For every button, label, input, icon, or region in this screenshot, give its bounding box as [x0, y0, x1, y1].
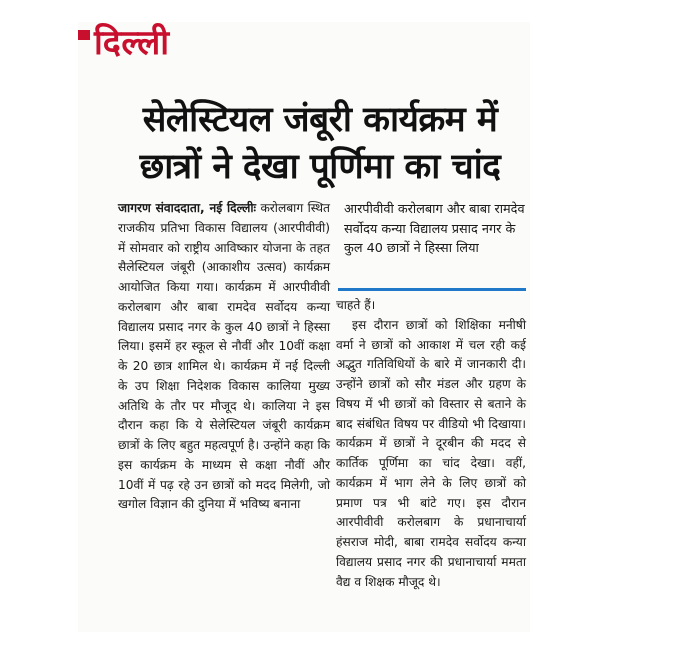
right-paragraph: इस दौरान छात्रों को शिक्षिका मनीषी वर्मा ने छात्रों को आकाश में चल रही कई अद्भुत गतिविधियों के बारे में जानकारी दी। उन्होंने छात्रों को सौर मंडल और ग्रहण के विषय में भी छात्रों को विस्तार से बताने के बाद संबंधित विषय पर वीडियो भी दिखाया। कार्यक्रम में छात्रों ने दूरबीन की मदद से कार्तिक पूर्णिमा का चांद देखा। वहीं, कार्यक्रम में भाग लेने के लिए छात्रों को प्रमाण पत्र भी बांटे गए। इस दौरान आरपीवीवी करोलबाग के प्रधानाचार्या हंसराज मोदी, बाबा रामदेव सर्वोदय कन्या विद्यालय प्रसाद नगर की प्रधानाचार्या ममता वैद्य व शिक्षक मौजूद थे। [336, 317, 526, 589]
article-left-column [118, 199, 330, 515]
pullquote: आरपीवीवी करोलबाग और बाबा रामदेव सर्वोदय कन्या विद्यालय प्रसाद नगर के कुल 40 छात्रों ने हिस्सा लिया [344, 202, 525, 256]
article-right-column [336, 296, 526, 592]
left-lead-text: करोलबाग स्थित राजकीय प्रतिभा विकास विद्यालय (आरपीवीवी) में सोमवार को राष्ट्रीय आविष्कार योजना के तहत सैलेस्टियल जंबूरी (आकाशीय उत्सव) कार्यक्रम आयोजित किया गया। कार्यक्रम में आरपीवीवी करोलबाग और बाबा रामदेव सर्वोदय कन्या विद्यालय प्रसाद नगर के कुल 40 छात्रों ने हिस्सा लिया। इसमें हर स्कूल से नौवीं और 10वीं कक्षा के 20 छात्र शामिल थे। कार्यक्रम में नई दिल्ली के उप शिक्षा निदेशक विकास कालिया मुख्य अतिथि के तौर पर मौजूद थे। कालिया ने इस दौरान कहा कि ये सेलेस्टियल जंबूरी कार्यक्रम छात्रों के लिए बहुत महत्वपूर्ण है। उन्होंने कहा कि इस कार्यक्रम के माध्यम से कक्षा नौवीं और 10वीं में पढ़ रहे उन छात्रों को मदद मिलेगी, जो खगोल विज्ञान की दुनिया में भविष्य बनाना [118, 201, 330, 512]
section-marker [78, 30, 90, 40]
headline-line-1: सेलेस्टियल जंबूरी कार्यक्रम में [142, 100, 498, 140]
section-title: दिल्ली [94, 23, 170, 63]
headline-line-2: छात्रों ने देखा पूर्णिमा का चांद [139, 147, 501, 187]
pullquote-rule [338, 288, 526, 291]
byline: जागरण संवाददाता, नई दिल्लीः [118, 201, 256, 215]
right-continuation: चाहते हैं। [336, 298, 376, 312]
